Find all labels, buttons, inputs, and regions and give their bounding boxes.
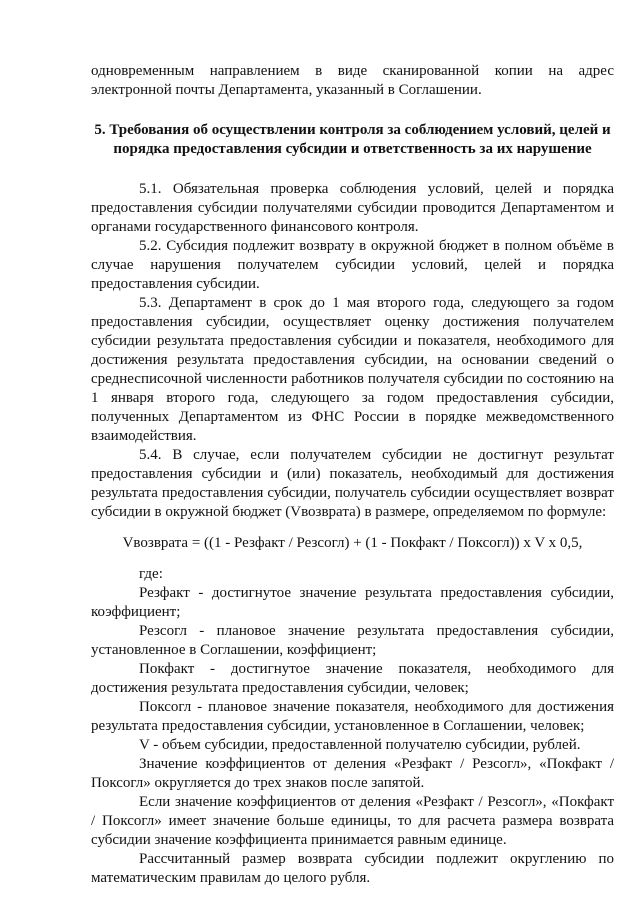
definition-rezsogl: Резсогл - плановое значение результата предоставления субсидии, установленное в Соглашении, коэффициент; [91,623,614,658]
definition-poksogl: Поксогл - плановое значение показателя, необходимого для достижения результата предоставления субсидии, установленное в Соглашении, человек; [91,699,614,734]
coefficient-cap-rule: Если значение коэффициентов от деления «Резфакт / Резсогл», «Покфакт / Поксогл» имеет значение больше единицы, то для расчета размера возврата субсидии значение коэффициента принимается равным единице. [91,794,614,848]
section-heading: 5. Требования об осуществлении контроля за соблюдением условий, целей и порядка предоставления субсидии и ответственность за их нарушение [94,122,611,157]
clause-5-4: 5.4. В случае, если получателем субсидии не достигнут результат предоставления субсидии и (или) показатель, необходимый для достижения результата предоставления субсидии, получатель субсидии осуществляет возврат субсидии в окружной бюджет (Vвозврата) в размере, определяемом по формуле: [91,447,614,520]
document-page [91,62,614,888]
intro-paragraph: одновременным направлением в виде сканированной копии на адрес электронной почты Департамента, указанный в Соглашении. [91,63,614,98]
where-label: где: [139,566,163,582]
ruble-rounding-rule: Рассчитанный размер возврата субсидии подлежит округлению по математическим правилам до целого рубля. [91,851,614,886]
definition-rezfakt: Резфакт - достигнутое значение результата предоставления субсидии, коэффициент; [91,585,614,620]
definition-pokfakt: Покфакт - достигнутое значение показателя, необходимого для достижения результата предоставления субсидии, человек; [91,661,614,696]
clause-5-1: 5.1. Обязательная проверка соблюдения условий, целей и порядка предоставления субсидии получателями субсидии проводится Департаментом и органами государственного финансового контроля. [91,181,614,235]
rounding-rule: Значение коэффициентов от деления «Резфакт / Резсогл», «Покфакт / Поксогл» округляется до трех знаков после запятой. [91,756,614,791]
clause-5-2: 5.2. Субсидия подлежит возврату в окружной бюджет в полном объёме в случае нарушения получателем субсидии условий, целей и порядка предоставления субсидии. [91,238,614,292]
clause-5-3: 5.3. Департамент в срок до 1 мая второго года, следующего за годом предоставления субсидии, осуществляет оценку достижения получателем субсидии результата предоставления субсидии и показателя, необходимого для достижения результата предоставления субсидии, на основании сведений о среднесписочной численности работников получателя субсидии по состоянию на 1 января второго года, следующего за годом предоставления субсидии, полученных Департаментом из ФНС России в порядке межведомственного взаимодействия. [91,295,614,444]
formula: Vвозврата = ((1 - Резфакт / Резсогл) + (1 - Покфакт / Поксогл)) x V x 0,5, [122,535,583,551]
definition-v: V - объем субсидии, предоставленной получателю субсидии, рублей. [139,737,581,753]
